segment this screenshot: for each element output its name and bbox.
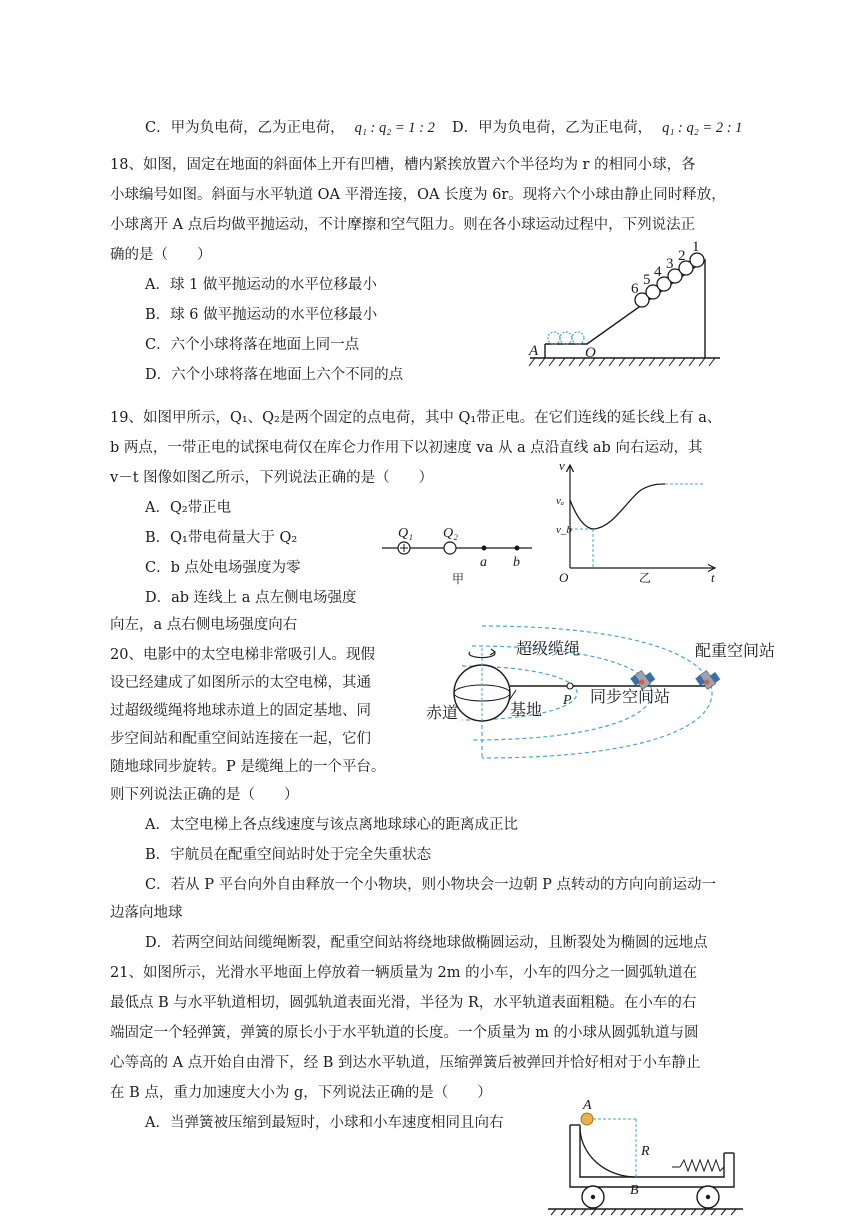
q20-option-c-line-1: C．若从 P 平台向外自由释放一个小物块，则小物块会一边朝 P 点转动的方向向前运动一 bbox=[145, 877, 717, 893]
q21-line-3: 端固定一个轻弹簧，弹簧的原长小于水平轨道的长度。一个质量为 m 的小球从圆弧轨道与圆 bbox=[110, 1025, 699, 1041]
p-label: P bbox=[563, 693, 572, 708]
q18-option-b: B．球 6 做平抛运动的水平位移最小 bbox=[145, 307, 378, 323]
counterweight-label: 配重空间站 bbox=[695, 643, 776, 660]
q19-vt-graph bbox=[555, 460, 725, 585]
q20-option-d: D．若两空间站间缆绳断裂，配重空间站将绕地球做椭圆运动，且断裂处为椭圆的远地点 bbox=[145, 935, 708, 951]
q19-line-1: 19、如图甲所示，Q₁、Q₂是两个固定的点电荷，其中 Q₁带正电。在它们连线的延长线上有 a、 bbox=[110, 410, 722, 426]
v-label: v bbox=[559, 458, 565, 473]
q18-line-3: 小球离开 A 点后均做平抛运动，不计摩擦和空气阻力。则在各小球运动过程中，下列说法正 bbox=[110, 217, 696, 233]
equator-label: 赤道 bbox=[426, 705, 459, 722]
point-b bbox=[515, 546, 520, 551]
charge-q2 bbox=[444, 542, 456, 554]
b-label: B bbox=[630, 1183, 639, 1198]
ball-trail-dashed bbox=[548, 332, 584, 344]
cable-label: 超级缆绳 bbox=[516, 641, 581, 658]
point-o-label: O bbox=[585, 345, 596, 361]
q18-line-2: 小球编号如图。斜面与水平轨道 OA 平滑连接，OA 长度为 6r。现将六个小球由静止同时释放， bbox=[110, 187, 726, 203]
t-label: t bbox=[711, 570, 715, 585]
ball bbox=[581, 1113, 593, 1125]
a-label: A bbox=[583, 1098, 592, 1113]
ball-label-1: 1 bbox=[692, 239, 700, 255]
ball-label-5: 5 bbox=[643, 272, 651, 288]
q21-line-1: 21、如图所示，光滑水平地面上停放着一辆质量为 2m 的小车，小车的四分之一圆弧轨道在 bbox=[110, 965, 698, 981]
b-label: b bbox=[513, 555, 520, 570]
ball-label-2: 2 bbox=[678, 248, 686, 264]
origin-label: O bbox=[559, 570, 569, 585]
q17-option-d: D．甲为负电荷，乙为正电荷， q₁ : q₂ = 2 : 1 bbox=[452, 120, 743, 136]
point-a bbox=[482, 546, 487, 551]
q19-figure-jia bbox=[380, 520, 540, 590]
ball-label-3: 3 bbox=[666, 256, 674, 272]
q18-option-d: D．六个小球将落在地面上六个不同的点 bbox=[145, 367, 404, 383]
point-a-label: A bbox=[529, 343, 539, 359]
q21-line-4: 心等高的 A 点开始自由滑下，经 B 到达水平轨道，压缩弹簧后被弹回并恰好相对于小车静止 bbox=[110, 1055, 701, 1071]
q19-option-c: C．b 点处电场强度为零 bbox=[145, 560, 301, 576]
arc-track bbox=[580, 1127, 636, 1177]
q1-label: Q₁ bbox=[398, 526, 413, 541]
q18-incline-figure bbox=[525, 240, 725, 375]
q20-line-6: 则下列说法正确的是（ ） bbox=[110, 787, 299, 803]
q18-option-a: A．球 1 做平抛运动的水平位移最小 bbox=[145, 277, 377, 293]
caption-jia: 甲 bbox=[452, 572, 465, 586]
q18-line-4: 确的是（ ） bbox=[110, 247, 212, 263]
q20-line-2: 设已经建成了如图所示的太空电梯，其通 bbox=[110, 675, 371, 691]
platform-p bbox=[567, 683, 573, 689]
q19-option-a: A．Q₂带正电 bbox=[145, 500, 232, 516]
spring bbox=[680, 1160, 724, 1171]
q17-option-c: C．甲为负电荷，乙为正电荷， q₁ : q₂ = 1 : 2 bbox=[145, 120, 435, 136]
q20-option-a: A．太空电梯上各点线速度与该点离地球球心的距离成正比 bbox=[145, 817, 518, 833]
vb-label: v_b bbox=[556, 524, 572, 536]
q20-space-elevator-figure bbox=[412, 618, 790, 763]
q2-label: Q₂ bbox=[443, 526, 458, 541]
q20-line-3: 过超级缆绳将地球赤道上的固定基地、同 bbox=[110, 703, 371, 719]
wheels bbox=[582, 1186, 719, 1208]
q19-option-d-line-2: 向左，a 点右侧电场强度向右 bbox=[110, 617, 298, 633]
q20-line-4: 步空间站和配重空间站连接在一起，它们 bbox=[110, 731, 371, 747]
ball-label-4: 4 bbox=[654, 264, 662, 280]
q19-option-b: B．Q₁带电荷量大于 Q₂ bbox=[145, 530, 298, 546]
q20-line-1: 20、电影中的太空电梯非常吸引人。现假 bbox=[110, 647, 375, 663]
q21-line-5: 在 B 点，重力加速度大小为 g，下列说法正确的是（ ） bbox=[110, 1085, 492, 1101]
r-label: R bbox=[641, 1144, 650, 1159]
q21-line-2: 最低点 B 与水平轨道相切，圆弧轨道表面光滑，半径为 R，水平轨道表面粗糙。在小车的右 bbox=[110, 995, 697, 1011]
q19-line-2: b 两点，一带正电的试探电荷仅在库仑力作用下以初速度 va 从 a 点沿直线 ab 向右运动，其 bbox=[110, 440, 703, 456]
caption-yi: 乙 bbox=[639, 571, 652, 585]
earth bbox=[454, 648, 510, 721]
q19-option-d-line-1: D．ab 连线上 a 点左侧电场强度 bbox=[145, 590, 357, 606]
q20-option-b: B．宇航员在配重空间站时处于完全失重状态 bbox=[145, 847, 432, 863]
q20-line-5: 随地球同步旋转。P 是缆绳上的一个平台。 bbox=[110, 759, 386, 775]
q19-line-3: v－t 图像如图乙所示，下列说法正确的是（ ） bbox=[110, 470, 434, 486]
va-label: vₐ bbox=[556, 495, 565, 507]
q21-cart-figure bbox=[548, 1098, 743, 1215]
vt-curve bbox=[570, 484, 665, 529]
q18-line-1: 18、如图，固定在地面的斜面体上开有凹槽，槽内紧挨放置六个半径均为 r 的相同小球，各 bbox=[110, 157, 696, 173]
q21-option-a: A．当弹簧被压缩到最短时，小球和小车速度相同且向右 bbox=[145, 1115, 504, 1131]
base-label: 基地 bbox=[510, 702, 543, 719]
q18-option-c: C．六个小球将落在地面上同一点 bbox=[145, 337, 360, 353]
a-label: a bbox=[480, 555, 487, 570]
sync-station-label: 同步空间站 bbox=[590, 689, 671, 706]
ball-label-6: 6 bbox=[631, 281, 639, 297]
q20-option-c-line-2: 边落向地球 bbox=[110, 905, 183, 921]
